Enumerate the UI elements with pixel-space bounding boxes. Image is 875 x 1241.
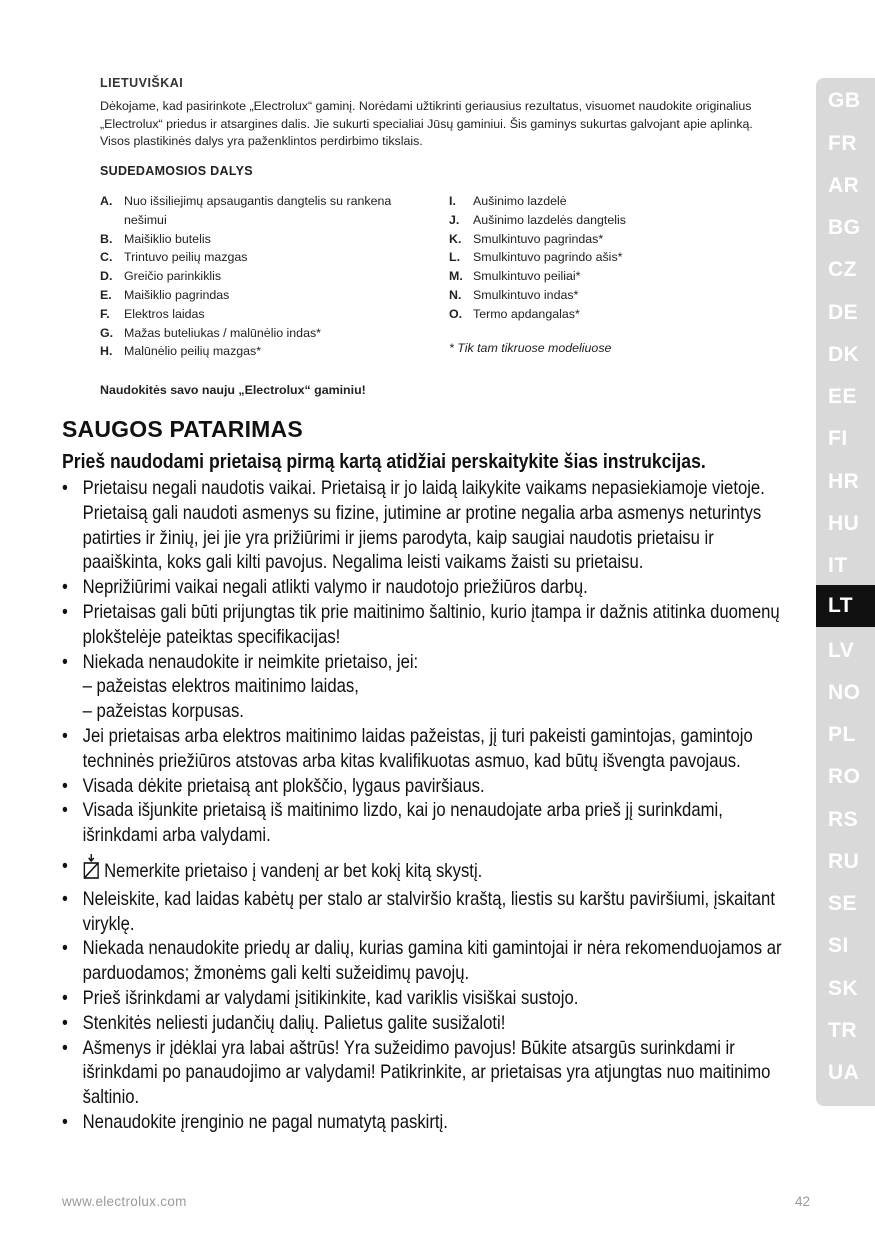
safety-item [62, 854, 789, 887]
safety-item: • Nenaudokite įrenginio ne pagal numatytą paskirtį. [62, 1110, 789, 1135]
part-key: L. [449, 250, 461, 265]
safety-item: • Prieš išrinkdami ar valydami įsitikinkite, kad variklis visiškai sustojo. [62, 986, 789, 1011]
part-text: Greičio parinkiklis [124, 269, 222, 284]
part-key: A. [100, 194, 113, 208]
part-text: Aušinimo lazdelės dangtelis [473, 212, 626, 227]
part-key: F. [100, 306, 110, 321]
part-key: C. [100, 250, 113, 265]
part-text: Elektros laidas [124, 306, 205, 321]
part-item [449, 248, 749, 267]
part-item [449, 305, 749, 324]
safety-item-text: Nemerkite prietaiso į vandenį ar bet kokį kitą skystį. [104, 859, 483, 882]
safety-subitem: – pažeistas korpusas. [82, 700, 244, 723]
part-key: G. [100, 325, 114, 340]
safety-item-text: • Niekada nenaudokite ir neimkite prietaiso, jei: [82, 650, 419, 673]
part-item [100, 248, 430, 267]
lang-tab-no[interactable]: NO [828, 681, 861, 704]
enjoy-text: Naudokitės savo nauju „Electrolux“ gaminiu! [100, 383, 366, 397]
part-item [449, 230, 749, 249]
part-text: Maišiklio butelis [124, 231, 211, 246]
lang-tab-hr[interactable]: HR [828, 470, 860, 493]
part-key: E. [100, 287, 112, 302]
part-item [100, 305, 430, 324]
part-text: Nuo išsiliejimų apsaugantis dangtelis su rankena nešimui [124, 194, 392, 227]
safety-list [62, 476, 789, 1135]
lang-tab-hu[interactable]: HU [828, 512, 860, 535]
part-text: Malūnėlio peilių mazgas* [124, 344, 262, 359]
safety-item: • Visada dėkite prietaisą ant plokščio, lygaus paviršiaus. [62, 774, 789, 799]
safety-item: • Visada išjunkite prietaisą iš maitinimo lizdo, kai jo nenaudojate arba prieš jį surinkdami, išrinkdami arba valydami. [62, 798, 789, 848]
part-text: Aušinimo lazdelė [473, 194, 567, 208]
lang-tab-bg[interactable]: BG [828, 216, 861, 239]
part-text: Maišiklio pagrindas [124, 287, 230, 302]
safety-item: • Neprižiūrimi vaikai negali atlikti valymo ir naudotojo priežiūros darbų. [62, 575, 789, 600]
lang-tab-lt[interactable]: LT [816, 585, 875, 627]
part-item [449, 286, 749, 305]
lang-tab-tr[interactable]: TR [828, 1019, 857, 1042]
lang-tab-ru[interactable]: RU [828, 850, 860, 873]
lang-tab-gb[interactable]: GB [828, 89, 861, 112]
lang-tab-ua[interactable]: UA [828, 1061, 860, 1084]
safety-item: • Prietaisu negali naudotis vaikai. Prietaisą ir jo laidą laikykite vaikams nepasiekiamoje vietoje. Prietaisą gali naudoti asmenys su fizine, jutimine ar protine negalia arba asmenys neturintys patirties ir žinių, jei jie yra prižiūrimi ir jiems parodyta, kaip saugiai naudotis prietaisu ir paaiškinta, koks gali kilti pavojus. Negalima leisti vaikams žaisti su prietaisu. [62, 476, 789, 575]
part-item [100, 267, 430, 286]
lang-tab-fr[interactable]: FR [828, 132, 857, 155]
lang-tab-pl[interactable]: PL [828, 723, 856, 746]
part-item [449, 267, 749, 286]
part-text: Mažas buteliukas / malūnėlio indas* [124, 325, 321, 340]
part-key: I. [449, 194, 456, 208]
part-key: B. [100, 231, 113, 246]
parts-list-left [100, 192, 430, 361]
lang-tab-ro[interactable]: RO [828, 765, 861, 788]
lang-tab-si[interactable]: SI [828, 934, 849, 957]
part-item [100, 192, 430, 230]
parts-heading: SUDEDAMOSIOS DALYS [100, 164, 253, 178]
lang-tab-cz[interactable]: CZ [828, 258, 857, 281]
part-key: H. [100, 344, 113, 359]
parts-list-right [449, 192, 749, 324]
safety-item: • Stenkitės neliesti judančių dalių. Palietus galite susižaloti! [62, 1011, 789, 1036]
page-number: 42 [795, 1194, 811, 1209]
lang-tab-ee[interactable]: EE [828, 385, 858, 408]
part-item [449, 192, 749, 211]
part-item [100, 342, 430, 361]
part-text: Smulkintuvo peiliai* [473, 269, 581, 284]
lang-tab-rs[interactable]: RS [828, 808, 859, 831]
part-key: N. [449, 287, 462, 302]
lang-tab-it[interactable]: IT [828, 554, 848, 577]
part-key: J. [449, 212, 460, 227]
safety-title: SAUGOS PATARIMAS [62, 416, 303, 442]
lang-tab-sk[interactable]: SK [828, 977, 859, 1000]
lang-tab-dk[interactable]: DK [828, 343, 860, 366]
lang-tab-se[interactable]: SE [828, 892, 858, 915]
intro-paragraph: Dėkojame, kad pasirinkote „Electrolux“ gaminį. Norėdami užtikrinti geriausius rezultatus, visuomet naudokite originalius „Electrolux“ priedus ir atsargines dalis. Jie sukurti specialiai Jūsų gaminiui. Šis gaminys sukurtas galvojant apie aplinką. Visos plastikinės dalys yra paženklintos perdirbimo tikslais. [100, 99, 753, 149]
part-key: K. [449, 231, 462, 246]
part-text: Smulkintuvo pagrindas* [473, 231, 604, 246]
language-tabs [816, 78, 875, 1106]
safety-subitem: – pažeistas elektros maitinimo laidas, [82, 675, 359, 698]
part-key: O. [449, 306, 463, 321]
footer-url[interactable]: www.electrolux.com [62, 1194, 187, 1209]
part-text: Termo apdangalas* [473, 306, 580, 321]
safety-item: • Prietaisas gali būti prijungtas tik prie maitinimo šaltinio, kurio įtampa ir dažnis atitinka duomenų plokštelėje pateiktas specifikacijas! [62, 600, 789, 650]
parts-footnote: * Tik tam tikruose modeliuose [449, 341, 612, 355]
no-immerse-icon [83, 854, 102, 887]
part-text: Trintuvo peilių mazgas [124, 250, 248, 265]
language-heading: LIETUVIŠKAI [100, 76, 184, 90]
safety-item: • Niekada nenaudokite priedų ar dalių, kurias gamina kiti gamintojai ir nėra rekomenduojamos ar parduodamos; žmonėms gali kelti sužeidimų pavojų. [62, 936, 789, 986]
safety-intro: Prieš naudodami prietaisą pirmą kartą atidžiai perskaitykite šias instrukcijas. [62, 450, 706, 473]
part-item [100, 286, 430, 305]
lang-tab-de[interactable]: DE [828, 301, 859, 324]
part-key: M. [449, 269, 463, 284]
safety-item: • Ašmenys ir įdėklai yra labai aštrūs! Yra sužeidimo pavojus! Būkite atsargūs surinkdami ir išrinkdami po panaudojimo ar valydami! Patikrinkite, ar prietaisas yra atjungtas nuo maitinimo šaltinio. [62, 1036, 789, 1110]
part-key: D. [100, 269, 113, 284]
safety-item: • Neleiskite, kad laidas kabėtų per stalo ar stalviršio kraštą, liestis su karštu paviršiumi, įskaitant viryklę. [62, 887, 789, 937]
part-text: Smulkintuvo indas* [473, 287, 579, 302]
lang-tab-ar[interactable]: AR [828, 174, 860, 197]
part-item [449, 211, 749, 230]
part-item [100, 230, 430, 249]
safety-item [62, 650, 789, 724]
lang-tab-fi[interactable]: FI [828, 427, 848, 450]
part-text: Smulkintuvo pagrindo ašis* [473, 250, 623, 265]
part-item [100, 324, 430, 343]
lang-tab-lv[interactable]: LV [828, 639, 855, 662]
safety-item: • Jei prietaisas arba elektros maitinimo laidas pažeistas, jį turi pakeisti gamintojas, gamintojo techninės priežiūros atstovas arba kitas kvalifikuotas asmuo, kad būtų išvengta pavojaus. [62, 724, 789, 774]
